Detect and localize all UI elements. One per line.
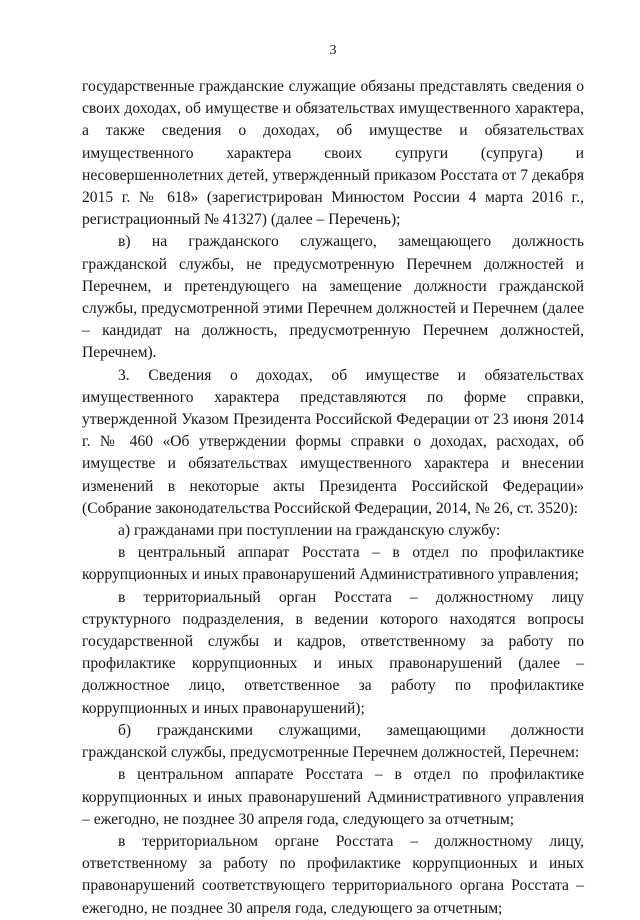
- paragraph-6: в территориальный орган Росстата – должностному лицу структурного подразделения, в ведении которого находятся вопросы государственной службы и кадров, ответственному за работу по профилактике коррупционных и иных правонарушений (далее – должностное лицо, ответственное за работу по профилактике коррупционных и иных правонарушений);: [82, 588, 584, 717]
- paragraph-4: а) гражданами при поступлении на гражданскую службу:: [118, 522, 501, 540]
- document-body: [82, 76, 584, 920]
- paragraph-9: в территориальном органе Росстата – должностному лицу, ответственному за работу по профилактике коррупционных и иных правонарушений соответствующего территориального органа Росстата – ежегодно, не позднее 30 апреля года, следующего за отчетным;: [82, 832, 584, 917]
- paragraph-8: в центральном аппарате Росстата – в отдел по профилактике коррупционных и иных правонарушений Административного управления – ежегодно, не позднее 30 апреля года, следующего за отчетным;: [82, 766, 584, 828]
- paragraph-2: в) на гражданского служащего, замещающего должность гражданской службы, не предусмотренную Перечнем должностей и Перечнем, и претендующего на замещение должности гражданской службы, предусмотренной этими Перечнем должностей и Перечнем (далее – кандидат на должность, предусмотренную Перечнем должностей, Перечнем).: [82, 233, 584, 362]
- paragraph-3: 3. Сведения о доходах, об имуществе и обязательствах имущественного характера представляются по форме справки, утвержденной Указом Президента Российской Федерации от 23 июня 2014 г. № 460 «Об утверждении формы справки о доходах, расходах, об имуществе и обязательствах имущественного характера и внесении изменений в некоторые акты Президента Российской Федерации» (Собрание законодательства Российской Федерации, 2014, № 26, ст. 3520):: [82, 366, 584, 517]
- paragraph-7: б) гражданскими служащими, замещающими должности гражданской службы, предусмотренные Перечнем должностей, Перечнем:: [82, 721, 584, 762]
- page-number: 3: [329, 43, 337, 58]
- paragraph-1: государственные гражданские служащие обязаны представлять сведения о своих доходах, об имуществе и обязательствах имущественного характера, а также сведения о доходах, об имуществе и обязательствах имущественного характера своих супруги (супруга) и несовершеннолетних детей, утвержденный приказом Росстата от 7 декабря 2015 г. № 618» (зарегистрирован Минюстом России 4 марта 2016 г., регистрационный № 41327) (далее – Перечень);: [82, 78, 584, 229]
- paragraph-5: в центральный аппарат Росстата – в отдел по профилактике коррупционных и иных правонарушений Административного управления;: [82, 544, 584, 584]
